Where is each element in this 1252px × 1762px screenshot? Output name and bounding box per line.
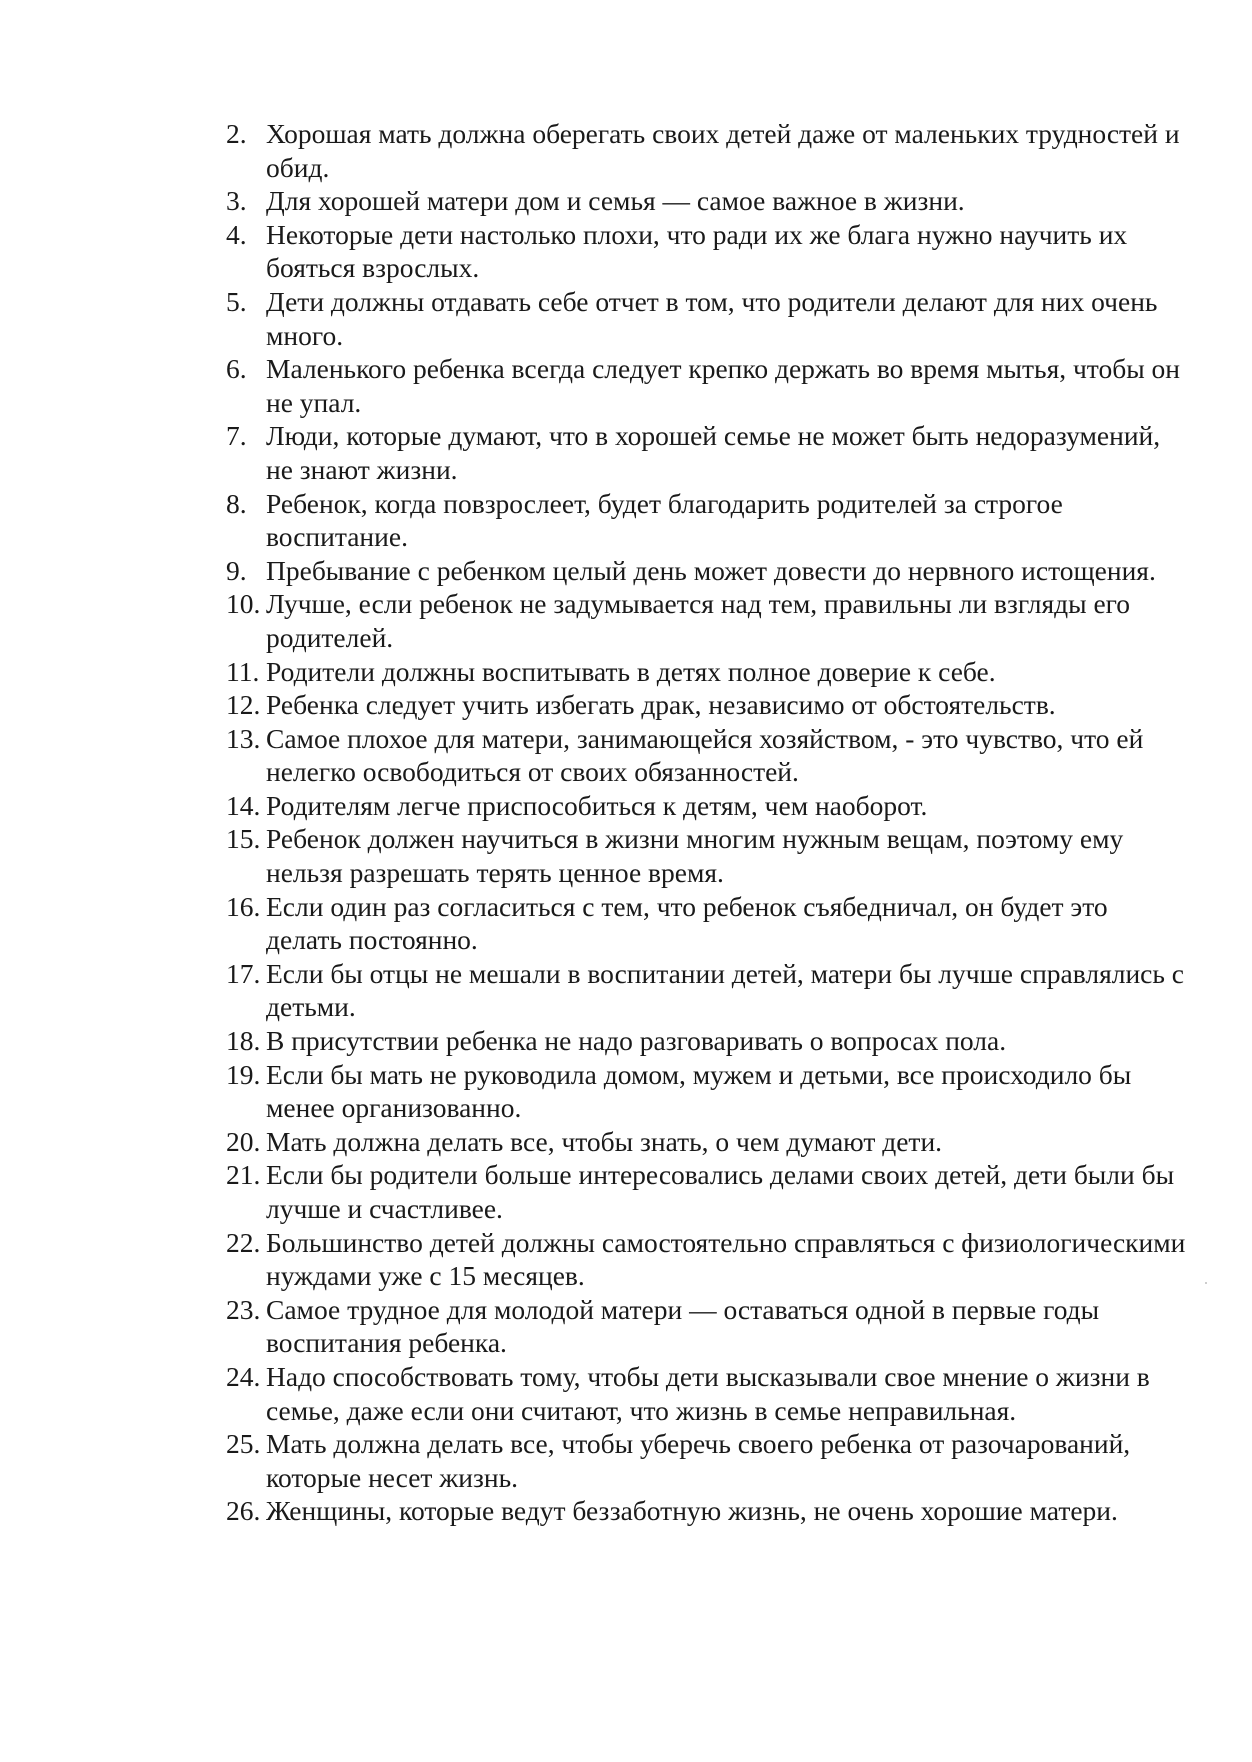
statement-text: Люди, которые думают, что в хорошей семье не может быть недоразумений, не знают жизни. [266,420,1161,485]
statement-number: 6. [226,353,247,385]
statement-number: 18. [226,1025,261,1057]
statement-text: В присутствии ребенка не надо разговаривать о вопросах пола. [266,1025,1007,1057]
statement-number: 19. [226,1058,261,1090]
statement-number: 5. [226,285,247,317]
statement-text: Если бы родители больше интересовались делами своих детей, дети были бы лучше и счастливее. [266,1159,1175,1224]
statement-number: 25. [226,1428,261,1460]
statement-item [226,1494,1186,1528]
statement-number: 13. [226,722,261,754]
statement-item [226,890,1186,957]
statement-number: 17. [226,957,261,989]
statement-number: 21. [226,1159,261,1191]
statement-text: Ребенок должен научиться в жизни многим нужным вещам, поэтому ему нельзя разрешать терять ценное время. [266,823,1124,889]
statement-text: Для хорошей матери дом и семья — самое важное в жизни. [266,185,965,217]
statement-text: Пребывание с ребенком целый день может довести до нервного истощения. [266,554,1156,586]
statement-text: Самое плохое для матери, занимающейся хозяйством, - это чувство, что ей нелегко освободиться от своих обязанностей. [266,722,1144,788]
statement-number: 24. [226,1360,261,1392]
statement-item [226,789,1186,823]
statement-item [226,554,1186,588]
statement-text: Маленького ребенка всегда следует крепко держать во время мытья, чтобы он не упал. [266,353,1181,418]
statement-item [226,218,1186,285]
statement-item [226,1427,1186,1494]
statement-number: 10. [226,588,261,620]
statement-item [226,1226,1186,1293]
statement-item [226,957,1186,1024]
statement-text: Если бы мать не руководила домом, мужем и детьми, все происходило бы менее организованно. [266,1058,1132,1124]
statement-text: Лучше, если ребенок не задумывается над тем, правильны ли взгляды его родителей. [266,588,1131,653]
statement-item [226,822,1186,889]
statement-item [226,722,1186,789]
statement-number: 8. [226,487,247,519]
statement-item [226,1293,1186,1360]
scan-speck [1205,1282,1207,1284]
statement-text: Ребенок, когда повзрослеет, будет благодарить родителей за строгое воспитание. [266,487,1063,553]
statement-number: 4. [226,218,247,250]
statement-text: Дети должны отдавать себе отчет в том, что родители делают для них очень много. [266,285,1158,351]
statement-text: Большинство детей должны самостоятельно справляться с физиологическими нуждами уже с 15 месяцев. [266,1226,1186,1292]
statement-text: Некоторые дети настолько плохи, что ради их же блага нужно научить их бояться взрослых. [266,218,1128,284]
statement-text: Родители должны воспитывать в детях полное доверие к себе. [266,655,996,687]
statement-number: 16. [226,890,261,922]
statement-number: 9. [226,554,247,586]
statement-text: Ребенка следует учить избегать драк, независимо от обстоятельств. [266,689,1056,721]
statement-number: 22. [226,1226,261,1258]
statement-item [226,419,1186,486]
statement-number: 11. [226,655,260,687]
statement-number: 12. [226,689,261,721]
statement-number: 14. [226,789,261,821]
statement-item [226,1158,1186,1225]
statement-number: 7. [226,420,247,452]
statement-number: 26. [226,1495,261,1527]
statement-text: Женщины, которые ведут беззаботную жизнь, не очень хорошие матери. [266,1495,1118,1527]
statement-item [226,352,1186,419]
statement-number: 2. [226,118,247,149]
statement-number: 15. [226,823,261,855]
statement-list [226,117,1186,1528]
statement-text: Самое трудное для молодой матери — оставаться одной в первые годы воспитания ребенка. [266,1293,1100,1359]
statement-text: Если бы отцы не мешали в воспитании детей, матери бы лучше справлялись с детьми. [266,957,1185,1023]
statement-item [226,688,1186,722]
statement-number: 3. [226,185,247,217]
statement-item [226,1125,1186,1159]
statement-text: Мать должна делать все, чтобы уберечь своего ребенка от разочарований, которые несет жизнь. [266,1428,1131,1493]
statement-item [226,184,1186,218]
statement-item [226,285,1186,352]
statement-text: Если один раз согласиться с тем, что ребенок съябедничал, он будет это делать постоянно. [266,890,1108,956]
statement-item [226,1024,1186,1058]
statement-item [226,1360,1186,1427]
statement-text: Надо способствовать тому, чтобы дети высказывали свое мнение о жизни в семье, даже если они считают, что жизнь в семье неправильная. [266,1360,1150,1426]
statement-item [226,1058,1186,1125]
statement-text: Мать должна делать все, чтобы знать, о чем думают дети. [266,1125,943,1157]
statement-item [226,587,1186,654]
statement-text: Хорошая мать должна оберегать своих детей даже от маленьких трудностей и обид. [266,118,1180,183]
statement-item [226,655,1186,689]
statement-number: 23. [226,1293,261,1325]
statement-item [226,117,1186,184]
statement-item [226,487,1186,554]
statement-text: Родителям легче приспособиться к детям, чем наоборот. [266,789,928,821]
statement-number: 20. [226,1125,261,1157]
